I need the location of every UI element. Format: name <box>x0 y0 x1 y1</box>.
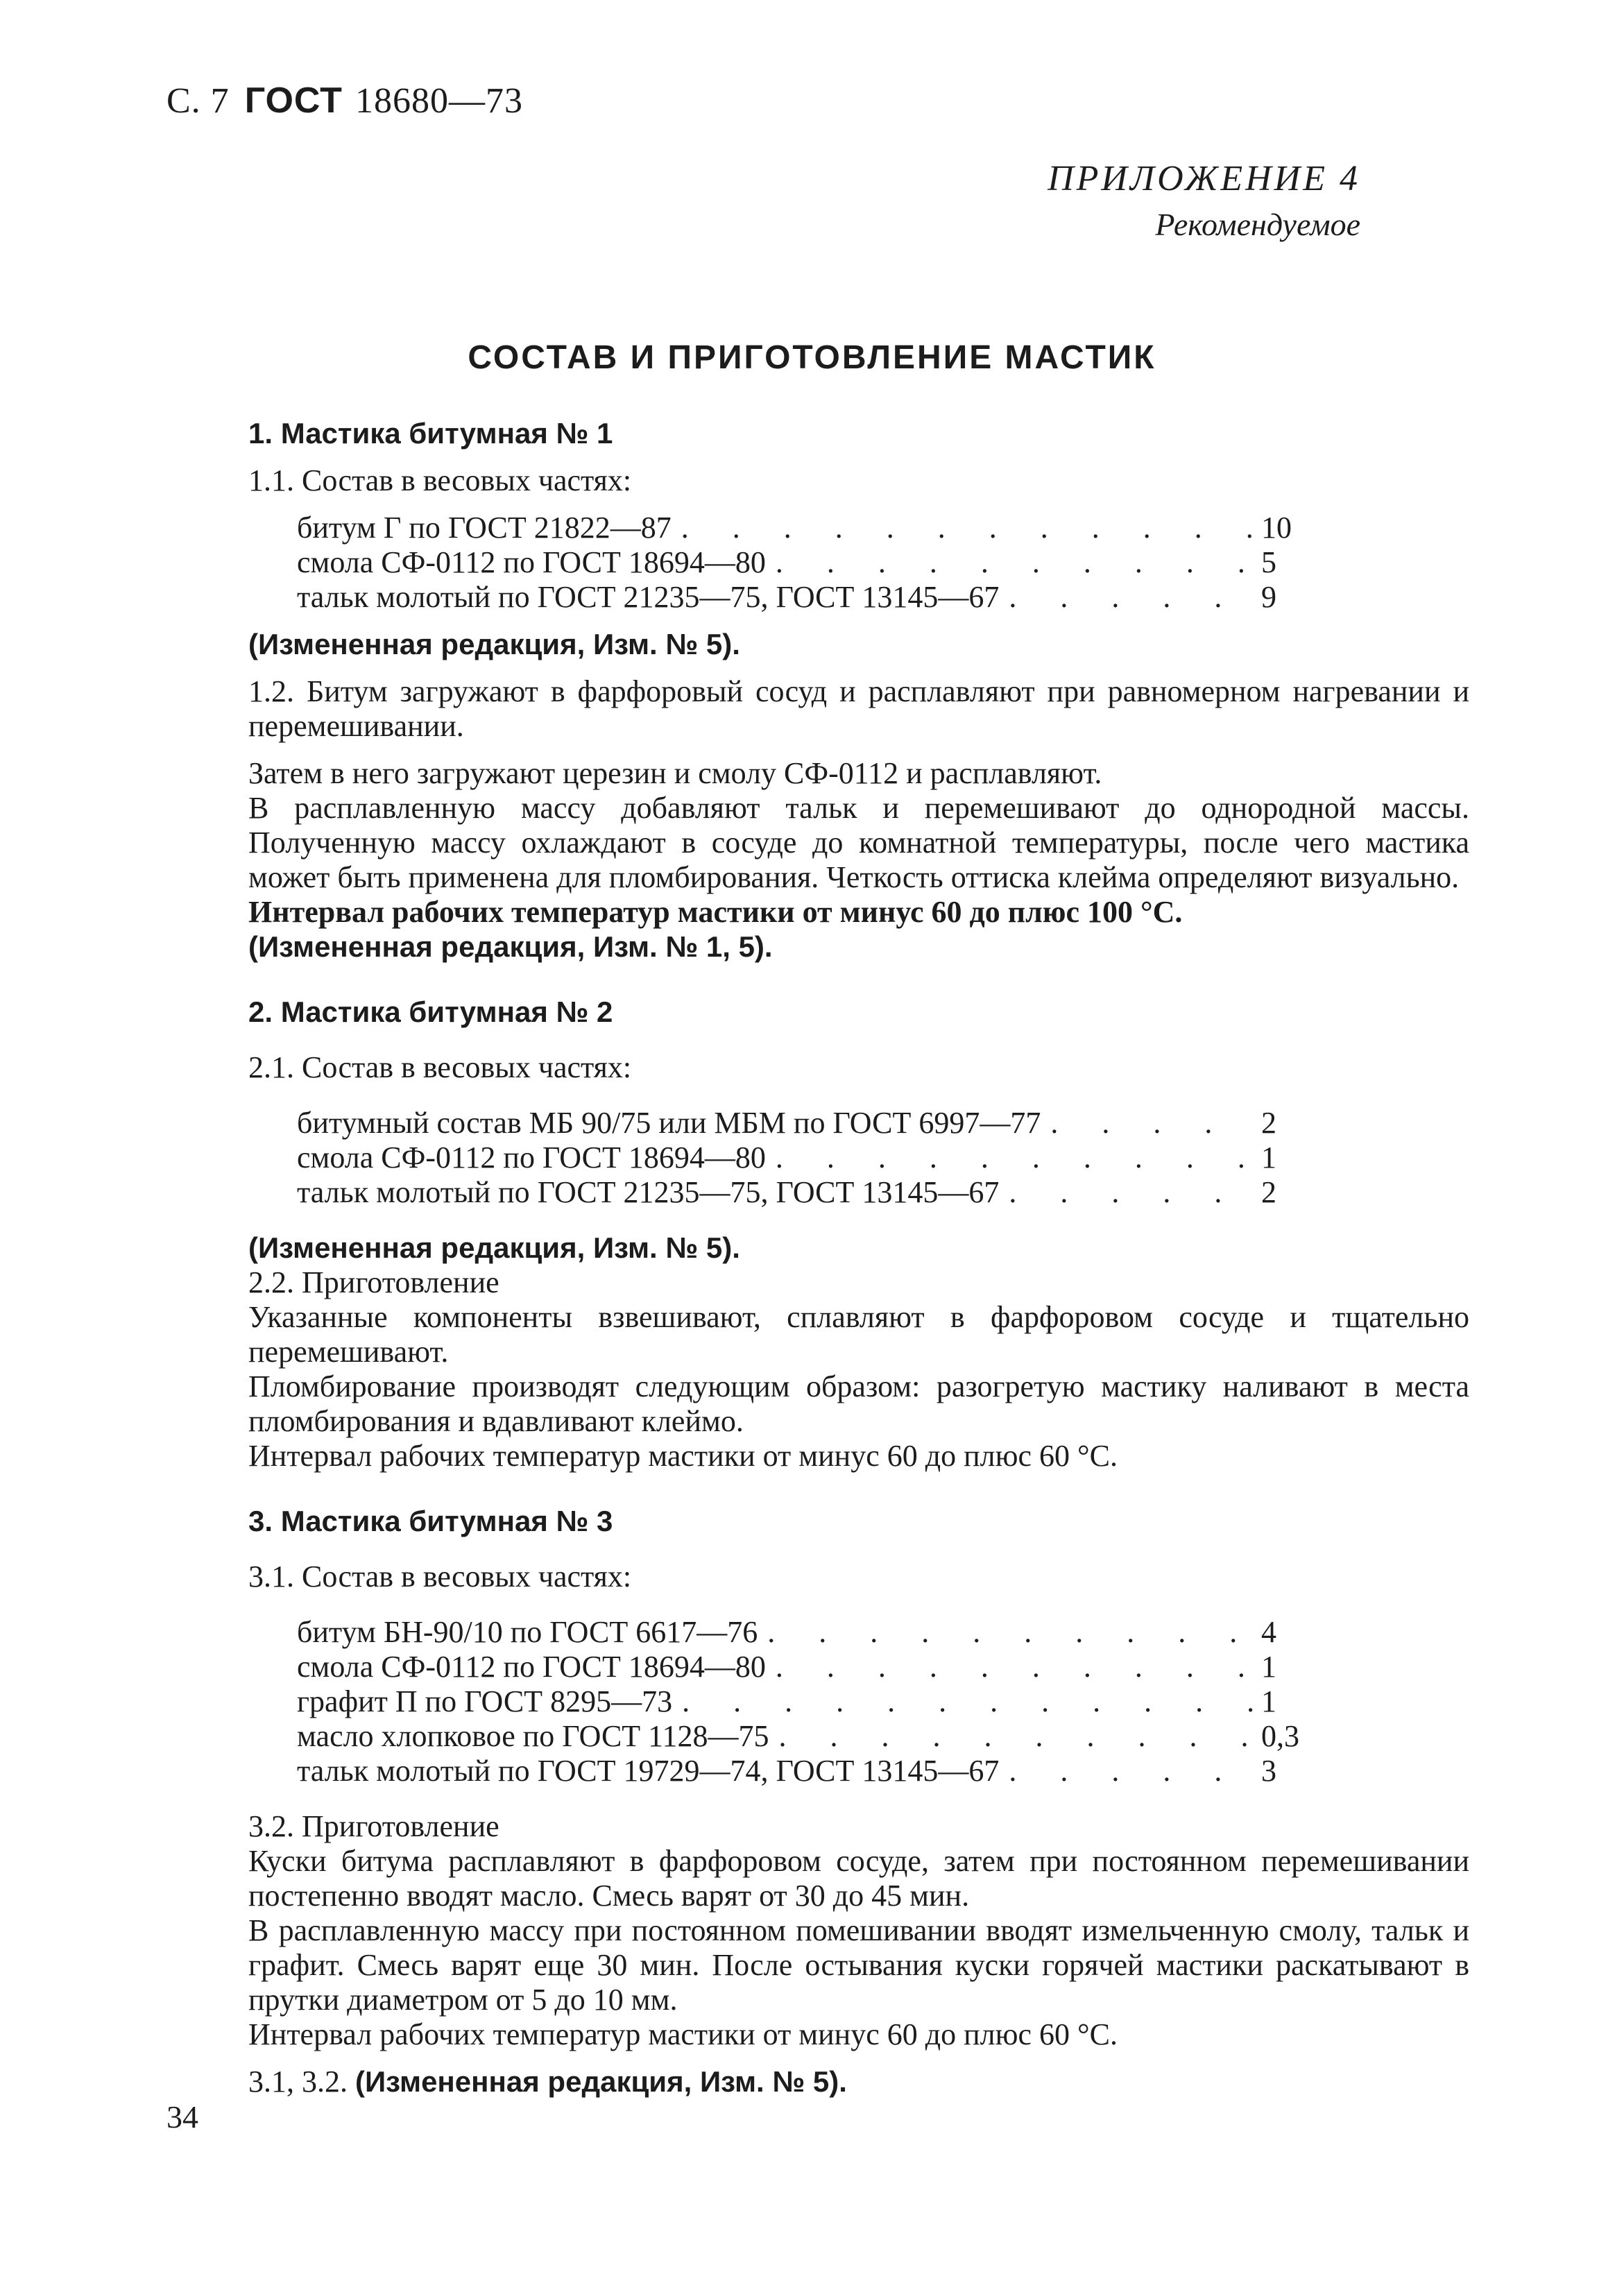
section-2-1: 2.1. Состав в весовых частях: <box>248 1050 632 1084</box>
appendix-subtitle: Рекомендуемое <box>1155 207 1360 242</box>
page-number: 34 <box>166 2099 198 2135</box>
component-row: смола СФ-0112 по ГОСТ 18694—80 . . . 5 <box>297 545 1337 580</box>
amendment-note: (Измененная редакция, Изм. № 5). <box>355 2065 847 2098</box>
section-1-components <box>297 511 1469 615</box>
component-row: битумный состав МБ 90/75 или МБМ по ГОСТ 6997—77 . . . 2 <box>297 1106 1337 1140</box>
temperature-range: Интервал рабочих температур мастики от минус 60 до плюс 60 °С. <box>248 1439 1118 1473</box>
section-3-2: 3.2. Приготовление <box>248 1809 499 1843</box>
component-row: тальк молотый по ГОСТ 21235—75, ГОСТ 13145—67 . . . 2 <box>297 1175 1337 1210</box>
component-row: битум БН-90/10 по ГОСТ 6617—76 . . . 4 <box>297 1615 1337 1650</box>
section-2-components <box>297 1106 1469 1210</box>
page-header <box>166 80 523 121</box>
document-body <box>248 416 1469 2099</box>
section-3-1: 3.1. Состав в весовых частях: <box>248 1560 632 1593</box>
component-row: битум Г по ГОСТ 21822—87 . . . 10 <box>297 511 1337 545</box>
paragraph: Указанные компоненты взвешивают, сплавляют в фарфоровом сосуде и тщательно перемешивают. <box>248 1300 1469 1369</box>
gost-label: ГОСТ <box>244 80 343 121</box>
section-2-2: 2.2. Приготовление <box>248 1265 499 1299</box>
section-3-components <box>297 1615 1469 1788</box>
section-2-heading: 2. Мастика битумная № 2 <box>248 996 613 1028</box>
amendment-note: (Измененная редакция, Изм. № 5). <box>248 1231 740 1264</box>
component-row: масло хлопковое по ГОСТ 1128—75 . . . 0,3 <box>297 1719 1337 1754</box>
amendment-note: (Измененная редакция, Изм. № 1, 5). <box>248 930 773 963</box>
component-row: тальк молотый по ГОСТ 21235—75, ГОСТ 13145—67 . . . 9 <box>297 580 1337 615</box>
paragraph: В расплавленную массу добавляют тальк и перемешивают до однородной массы. Полученную массу охлаждают в сосуде до комнатной температуры, после чего мастика может быть применена для пломбирования. Четкость оттиска клейма определяют визуально. <box>248 791 1469 894</box>
temperature-range: Интервал рабочих температур мастики от минус 60 до плюс 100 °С. <box>248 895 1183 929</box>
amendment-prefix: 3.1, 3.2. <box>248 2065 348 2099</box>
appendix-label <box>1048 158 1360 243</box>
component-row: смола СФ-0112 по ГОСТ 18694—80 . . . 1 <box>297 1650 1337 1684</box>
amendment-note: (Измененная редакция, Изм. № 5). <box>248 628 740 660</box>
document-title: СОСТАВ И ПРИГОТОВЛЕНИЕ МАСТИК <box>468 339 1156 376</box>
component-row: смола СФ-0112 по ГОСТ 18694—80 . . . 1 <box>297 1140 1337 1175</box>
amendment-line <box>248 2065 1469 2099</box>
section-3-heading: 3. Мастика битумная № 3 <box>248 1505 613 1537</box>
section-1-heading: 1. Мастика битумная № 1 <box>248 417 613 450</box>
appendix-title: ПРИЛОЖЕНИЕ 4 <box>1048 159 1360 198</box>
paragraph: Пломбирование производят следующим образом: разогретую мастику наливают в места пломбирования и вдавливают клеймо. <box>248 1369 1469 1438</box>
paragraph: 1.2. Битум загружают в фарфоровый сосуд и расплавляют при равномерном нагревании и перемешивании. <box>248 674 1469 743</box>
paragraph: Затем в него загружают церезин и смолу СФ-0112 и расплавляют. <box>248 756 1102 790</box>
paragraph: В расплавленную массу при постоянном помешивании вводят измельченную смолу, тальк и графит. Смесь варят еще 30 мин. После остывания куски горячей мастики раскатывают в прутки диаметром от 5 до 10 мм. <box>248 1913 1469 2017</box>
component-row: графит П по ГОСТ 8295—73 . . . 1 <box>297 1684 1337 1719</box>
paragraph: Куски битума расплавляют в фарфоровом сосуде, затем при постоянном перемешивании постепенно вводят масло. Смесь варят от 30 до 45 мин. <box>248 1844 1469 1913</box>
section-1-1: 1.1. Состав в весовых частях: <box>248 463 632 497</box>
component-row: тальк молотый по ГОСТ 19729—74, ГОСТ 13145—67 . . . 3 <box>297 1754 1337 1788</box>
standard-number: 18680—73 <box>354 81 523 121</box>
temperature-range: Интервал рабочих температур мастики от минус 60 до плюс 60 °С. <box>248 2017 1118 2051</box>
page-ref: С. 7 <box>166 81 230 121</box>
